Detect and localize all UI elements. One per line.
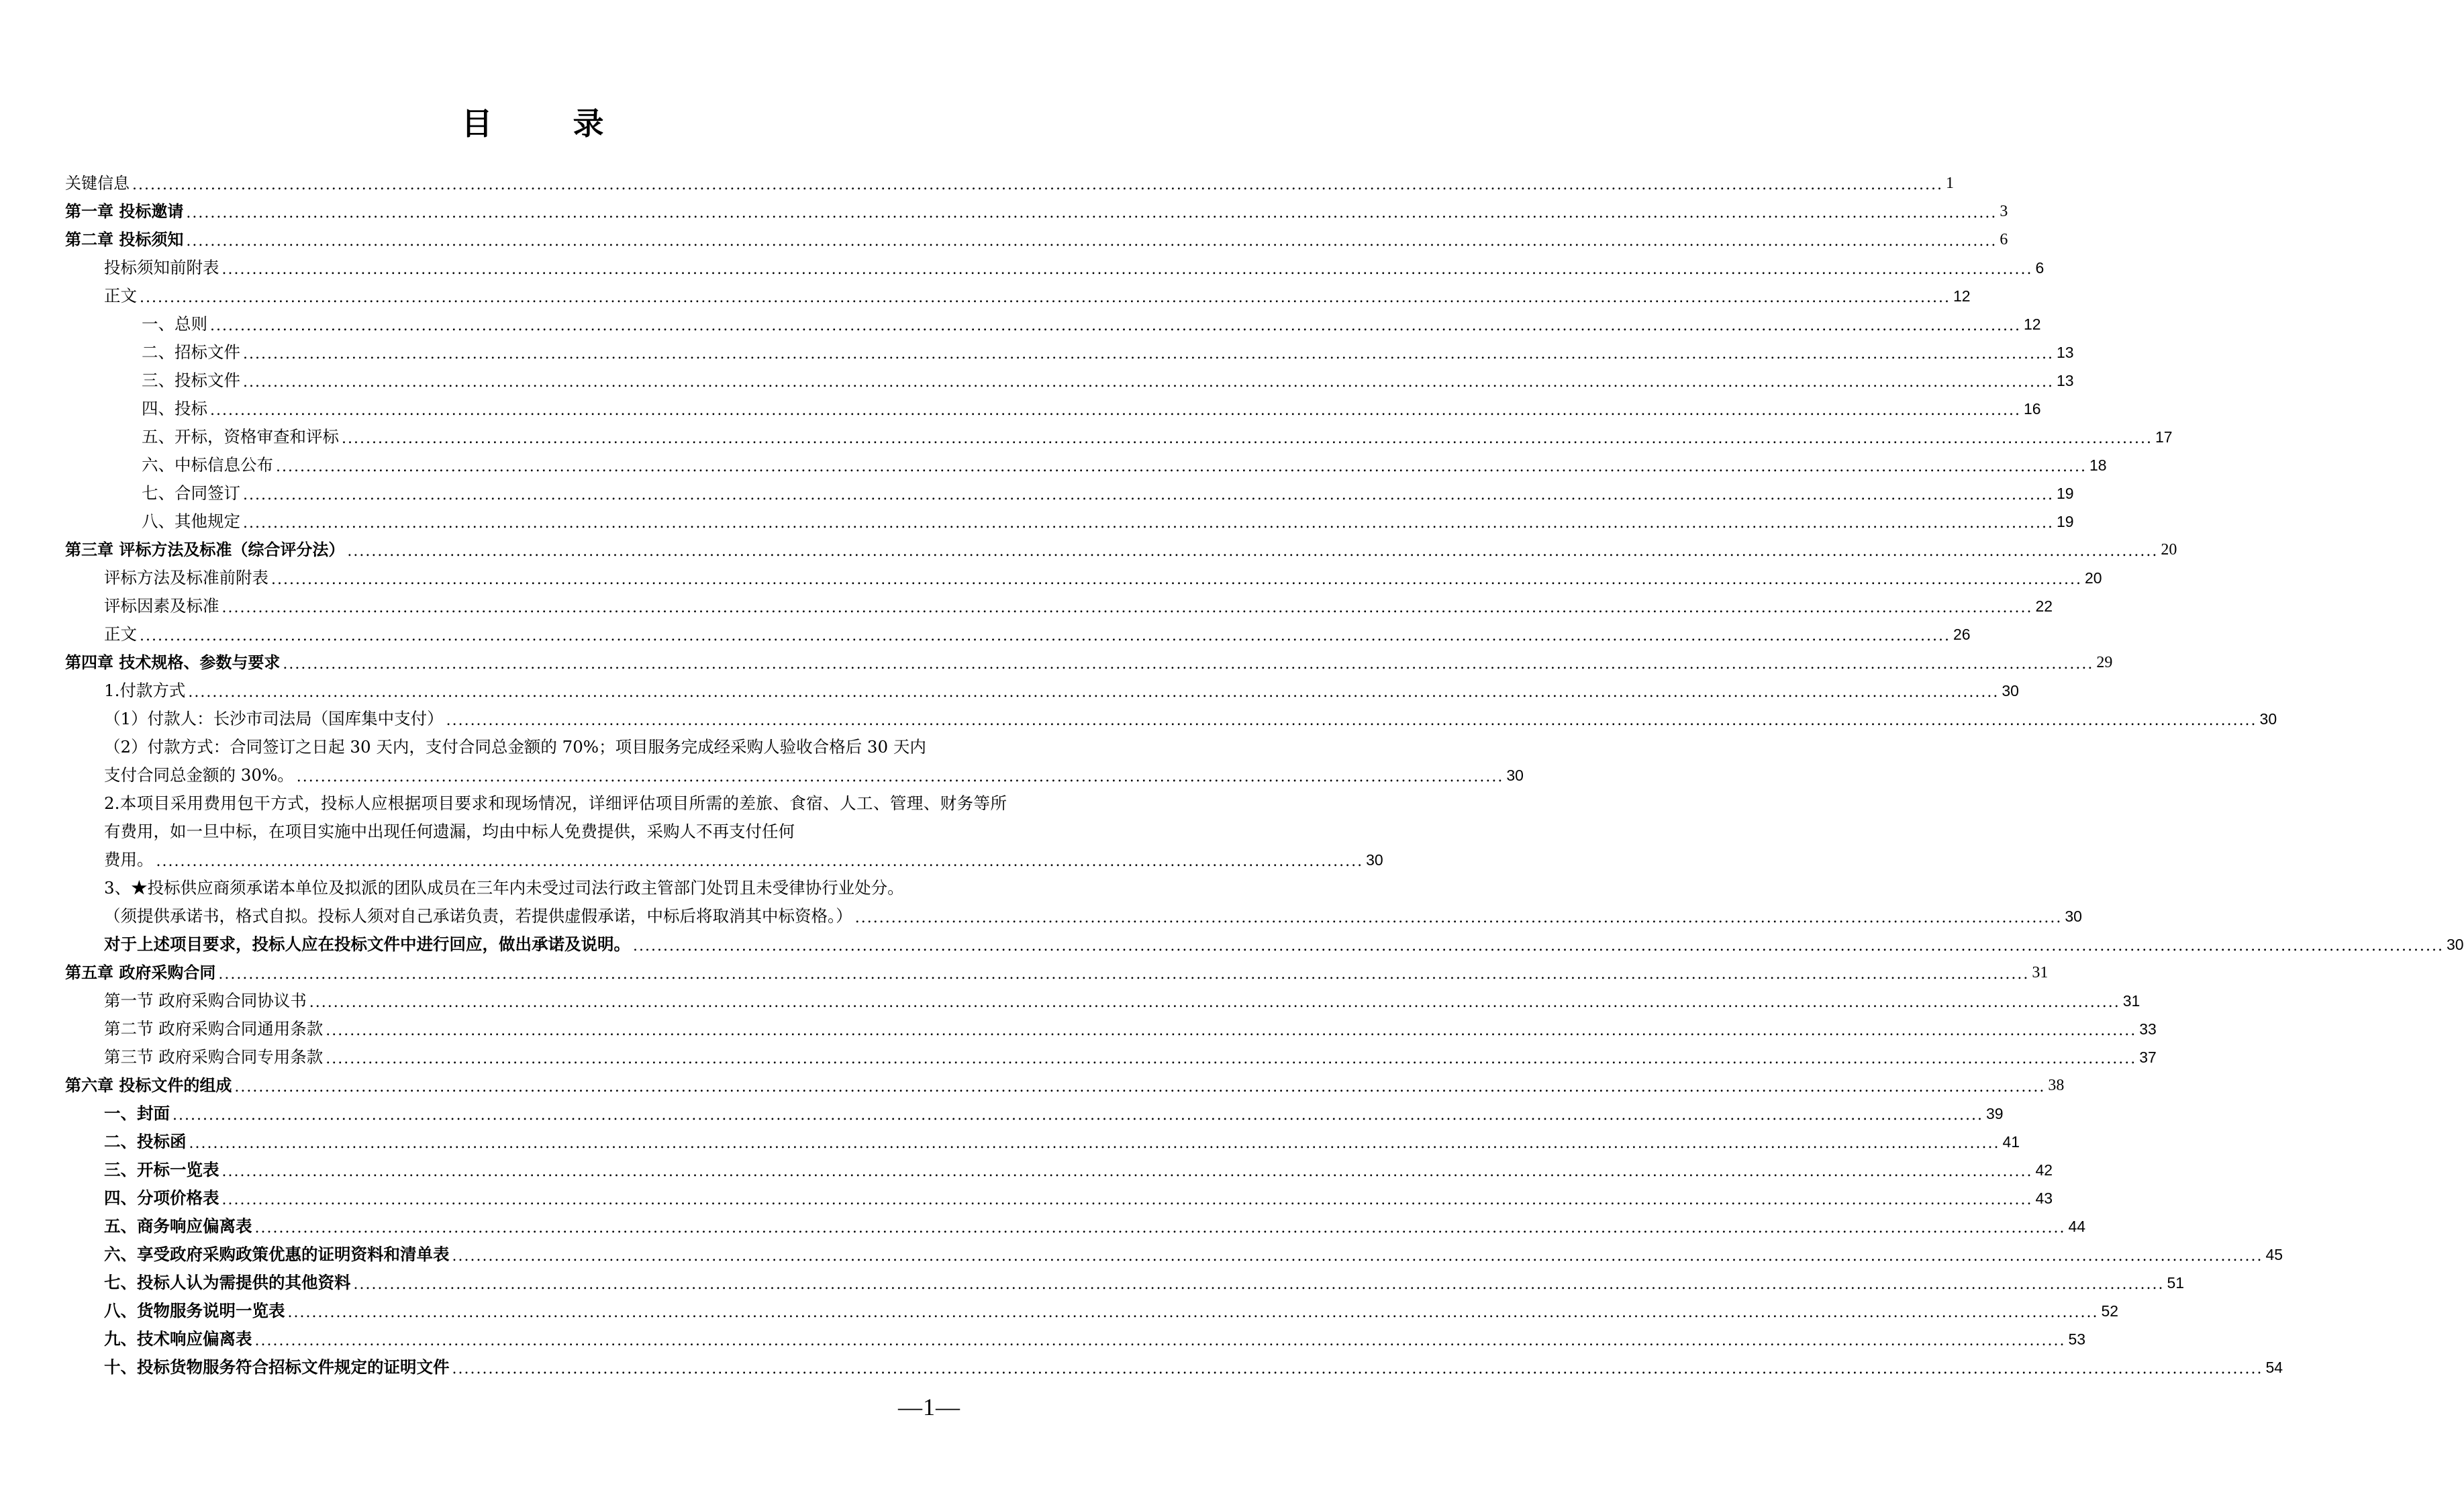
paragraph-cont: （须提供承诺书，格式自拟。投标人须对自己承诺负责，若提供虚假承诺，中标后将取消其中标资格。） [104,906,852,926]
leader-dots: ............................................................................................................................................................................................................................................................................................................ [353,1276,2165,1293]
toc-entry[interactable] [65,1297,2119,1325]
toc-entry-page: 42 [2035,1161,2053,1179]
leader-dots: ............................................................................................................................................................................................................................................................................................................ [173,1107,1983,1124]
toc-entry[interactable] [65,282,1971,310]
toc-entry-page: 44 [2068,1218,2086,1235]
toc-entry[interactable] [65,310,2041,338]
leader-dots: ............................................................................................................................................................................................................................................................................................................ [234,1079,2046,1096]
toc-entry-page: 51 [2167,1274,2185,1292]
toc-entry-page: 37 [2139,1049,2157,1066]
toc-entry[interactable] [65,987,2140,1015]
toc-entry[interactable] [65,338,2074,367]
toc-entry-title: 第五章 政府采购合同 [65,963,216,982]
page-number: 30 [1506,767,1524,784]
paragraph-cont: 费用。 [104,850,154,869]
toc-entry[interactable] [65,507,2074,536]
toc-entry-page: 13 [2056,372,2074,389]
toc-entry-page: 3 [2000,203,2008,220]
table-of-contents [65,169,2464,1381]
toc-entry[interactable] [65,226,2008,254]
toc-entry-page: 38 [2048,1077,2065,1094]
paragraph-last-line [104,902,2082,930]
leader-dots: ............................................................................................................................................................................................................................................................................................................ [221,261,2033,278]
toc-entry[interactable] [65,1071,2065,1100]
toc-entry-title: 三、开标一览表 [104,1160,219,1179]
toc-entry-title: 评标方法及标准前附表 [104,568,268,587]
leader-dots: ............................................................................................................................................................................................................................................................................................................ [189,1135,2000,1152]
toc-entry-page: 20 [2084,569,2102,587]
toc-entry-title: 第一节 政府采购合同协议书 [104,991,307,1010]
toc-entry-title: 二、投标函 [104,1132,187,1151]
leader-dots: ............................................................................................................................................................................................................................................................................................................ [210,318,2021,334]
page-number: 30 [1366,851,1383,869]
toc-entry[interactable] [65,1015,2157,1043]
toc-paragraph-payment-method[interactable] [65,733,1524,789]
toc-entry[interactable] [65,705,2277,733]
toc-entry-title: 关键信息 [65,174,130,193]
leader-dots: ............................................................................................................................................................................................................................................................................................................ [446,712,2257,729]
toc-section-1 [65,169,2277,733]
leader-dots: ........................................................................................................................................................................................................ [296,769,1504,785]
toc-entry-title: 四、投标 [142,399,207,418]
leader-dots: ............................................................................................................................................................................................................................................................................................................ [221,1163,2033,1180]
toc-entry[interactable] [65,930,2464,959]
toc-entry-page: 6 [2000,231,2008,248]
toc-entry-title: 九、技术响应偏离表 [104,1329,252,1349]
leader-dots: ............................................................................................................................................................................................................................................................................................................ [271,571,2082,588]
toc-entry-page: 30 [2259,710,2277,728]
toc-entry[interactable] [65,451,2107,479]
leader-dots: ............................................................................................................................................................................................................................................................................................................ [140,628,1951,644]
toc-entry-title: 三、投标文件 [142,371,240,390]
leader-dots: ............................................................................................................................................................................................................................................................................................................ [218,966,2030,983]
leader-dots: ............................................................................................................................................................................................................................................................................................................ [186,233,1998,250]
toc-entry-page: 13 [2056,344,2074,361]
toc-entry-title: 投标须知前附表 [104,258,219,277]
toc-entry-title: 一、总则 [142,314,207,334]
toc-entry-page: 39 [1985,1105,2004,1122]
toc-entry[interactable] [65,197,2008,226]
leader-dots: ............................................................................................................................................................................................................................................................................................................ [132,177,1943,193]
toc-entry-title: 四、分项价格表 [104,1188,219,1208]
toc-entry[interactable] [65,169,1954,197]
toc-entry-title: 第六章 投标文件的组成 [65,1076,232,1095]
toc-entry-title: 五、开标，资格审查和评标 [142,427,339,446]
toc-entry-title: 第三章 评标方法及标准（综合评分法） [65,540,345,559]
leader-dots: ............................................................................................................................................................................................................................................................................................................ [287,1304,2099,1321]
toc-entry[interactable] [65,620,1971,648]
toc-entry[interactable] [65,1325,2086,1353]
toc-entry-page: 1 [1945,175,1954,192]
toc-entry[interactable] [65,677,2019,705]
toc-entry-title: 1.付款方式 [104,681,186,700]
paragraph-cont: 支付合同总金额的 30%。 [104,765,294,785]
paragraph-text: （2）付款方式：合同签订之日起 30 天内，支付合同总金额的 70%；项目服务完成经采购人验收合格后 30 天内 [104,737,926,757]
toc-entry[interactable] [65,648,2113,677]
toc-entry-page: 20 [2161,541,2177,558]
toc-entry-title: 八、货物服务说明一览表 [104,1301,285,1320]
toc-entry-title: 七、合同签订 [142,483,240,503]
toc-entry-page: 52 [2101,1302,2119,1320]
toc-entry-page: 18 [2089,456,2107,474]
paragraph-text: 2.本项目采用费用包干方式，投标人应根据项目要求和现场情况，详细评估项目所需的差旅、食宿、人工、管理、财务等所有费用，如一旦中标，在项目实施中出现任何遗漏，均由中标人免费提供，采购人不再支付任何 [104,793,1007,841]
toc-entry-title: 六、中标信息公布 [142,455,273,475]
leader-dots: ............................................................................................................................................................................................................................................................................................................ [326,1051,2137,1067]
toc-entry[interactable] [65,1043,2157,1071]
toc-entry-page: 30 [2002,682,2019,699]
toc-entry-title: 第四章 技术规格、参数与要求 [65,653,281,672]
toc-entry-title: 一、封面 [104,1104,170,1123]
leader-dots: ............................................................................................................................................................................................................................................................................................................ [633,938,2444,955]
toc-entry[interactable] [65,395,2041,423]
toc-entry-page: 12 [2023,315,2041,333]
toc-entry[interactable] [65,1212,2086,1241]
toc-entry-title: 第二章 投标须知 [65,230,184,249]
leader-dots: ........................................................................................................................................................................................................ [854,910,2063,926]
toc-entry-page: 33 [2139,1020,2157,1038]
leader-dots: ............................................................................................................................................................................................................................................................................................................ [210,402,2021,419]
toc-entry[interactable] [65,1156,2053,1184]
toc-entry-page: 45 [2265,1246,2283,1263]
toc-entry-page: 41 [2002,1133,2020,1151]
toc-entry-page: 26 [1953,626,1971,643]
leader-dots: ............................................................................................................................................................................................................................................................................................................ [140,289,1951,306]
leader-dots: ............................................................................................................................................................................................................................................................................................................ [283,656,2094,673]
leader-dots: ............................................................................................................................................................................................................................................................................................................ [254,1332,2066,1349]
toc-entry-title: 七、投标人认为需提供的其他资料 [104,1273,351,1292]
toc-entry-title: 评标因素及标准 [104,596,219,616]
toc-entry-page: 16 [2023,400,2041,418]
leader-dots: ............................................................................................................................................................................................................................................................................................................ [276,458,2087,475]
leader-dots: ............................................................................................................................................................................................................................................................................................................ [452,1361,2263,1377]
toc-entry-page: 17 [2155,428,2173,446]
toc-entry-page: 19 [2056,485,2074,502]
leader-dots: ............................................................................................................................................................................................................................................................................................................ [326,1022,2137,1039]
toc-entry-page: 19 [2056,513,2074,530]
leader-dots: ............................................................................................................................................................................................................................................................................................................ [342,430,2153,447]
toc-entry-title: 第一章 投标邀请 [65,202,184,221]
toc-entry[interactable] [65,592,2053,620]
leader-dots: ............................................................................................................................................................................................................................................................................................................ [221,599,2033,616]
toc-entry[interactable] [65,1269,2185,1297]
toc-entry-page: 31 [2032,964,2049,981]
toc-entry-page: 31 [2122,992,2140,1010]
toc-entry[interactable] [65,367,2074,395]
toc-entry[interactable] [65,1100,2004,1128]
toc-entry[interactable] [65,423,2173,451]
toc-entry[interactable] [65,564,2102,592]
toc-entry-page: 53 [2068,1330,2086,1348]
toc-entry[interactable] [65,1353,2283,1381]
toc-entry-page: 6 [2035,259,2044,277]
toc-entry[interactable] [65,1184,2053,1212]
page-title: 目 录 [461,105,639,142]
page-footer-number: —1— [898,1394,960,1420]
leader-dots: ............................................................................................................................................................................................................................................................................................................ [347,543,2159,560]
toc-section-2 [65,930,2464,1381]
toc-entry-title: （1）付款人：长沙市司法局（国库集中支付） [104,709,444,728]
toc-entry-title: 十、投标货物服务符合招标文件规定的证明文件 [104,1357,450,1377]
toc-entry-title: 对于上述项目要求，投标人应在投标文件中进行回应，做出承诺及说明。 [104,934,630,954]
toc-paragraph-commitment[interactable] [65,874,2082,930]
toc-entry[interactable] [65,479,2074,507]
paragraph-last-line [104,846,1383,874]
toc-entry-page: 54 [2265,1359,2283,1376]
toc-paragraph-fixed-cost[interactable] [65,789,1383,874]
leader-dots: ............................................................................................................................................................................................................................................................................................................ [243,346,2054,362]
leader-dots: ............................................................................................................................................................................................................................................................................................................ [309,994,2120,1011]
toc-entry-page: 30 [2446,936,2464,953]
toc-entry-title: 正文 [104,286,137,305]
page-number: 30 [2065,908,2082,925]
paragraph-last-line [104,761,1524,789]
leader-dots: ............................................................................................................................................................................................................................................................................................................ [186,205,1998,222]
leader-dots: ............................................................................................................................................................................................................................................................................................................ [188,684,2000,701]
toc-entry[interactable] [65,959,2049,987]
toc-entry-title: 第二节 政府采购合同通用条款 [104,1019,324,1038]
leader-dots: ............................................................................................................................................................................................................................................................................................................ [243,515,2054,532]
toc-entry-title: 二、招标文件 [142,342,240,362]
toc-entry-page: 22 [2035,597,2053,615]
toc-entry[interactable] [65,1128,2020,1156]
toc-entry-title: 六、享受政府采购政策优惠的证明资料和清单表 [104,1245,450,1264]
leader-dots: ........................................................................................................................................................................................................ [156,853,1364,870]
toc-entry-title: 五、商务响应偏离表 [104,1216,252,1236]
toc-entry-page: 12 [1953,287,1971,305]
leader-dots: ............................................................................................................................................................................................................................................................................................................ [243,487,2054,503]
toc-entry[interactable] [65,1241,2283,1269]
paragraph-text: 3、★投标供应商须承诺本单位及拟派的团队成员在三年内未受过司法行政主管部门处罚且未受律协行业处分。 [104,878,904,897]
toc-entry[interactable] [65,536,2177,564]
toc-entry-title: 八、其他规定 [142,512,240,531]
leader-dots: ............................................................................................................................................................................................................................................................................................................ [243,374,2054,391]
leader-dots: ............................................................................................................................................................................................................................................................................................................ [221,1192,2033,1208]
leader-dots: ............................................................................................................................................................................................................................................................................................................ [254,1220,2066,1236]
toc-entry-page: 29 [2096,654,2113,671]
toc-entry[interactable] [65,254,2044,282]
toc-entry-page: 43 [2035,1189,2053,1207]
toc-entry-title: 第三节 政府采购合同专用条款 [104,1047,324,1067]
leader-dots: ............................................................................................................................................................................................................................................................................................................ [452,1248,2263,1265]
toc-entry-title: 正文 [104,624,137,644]
